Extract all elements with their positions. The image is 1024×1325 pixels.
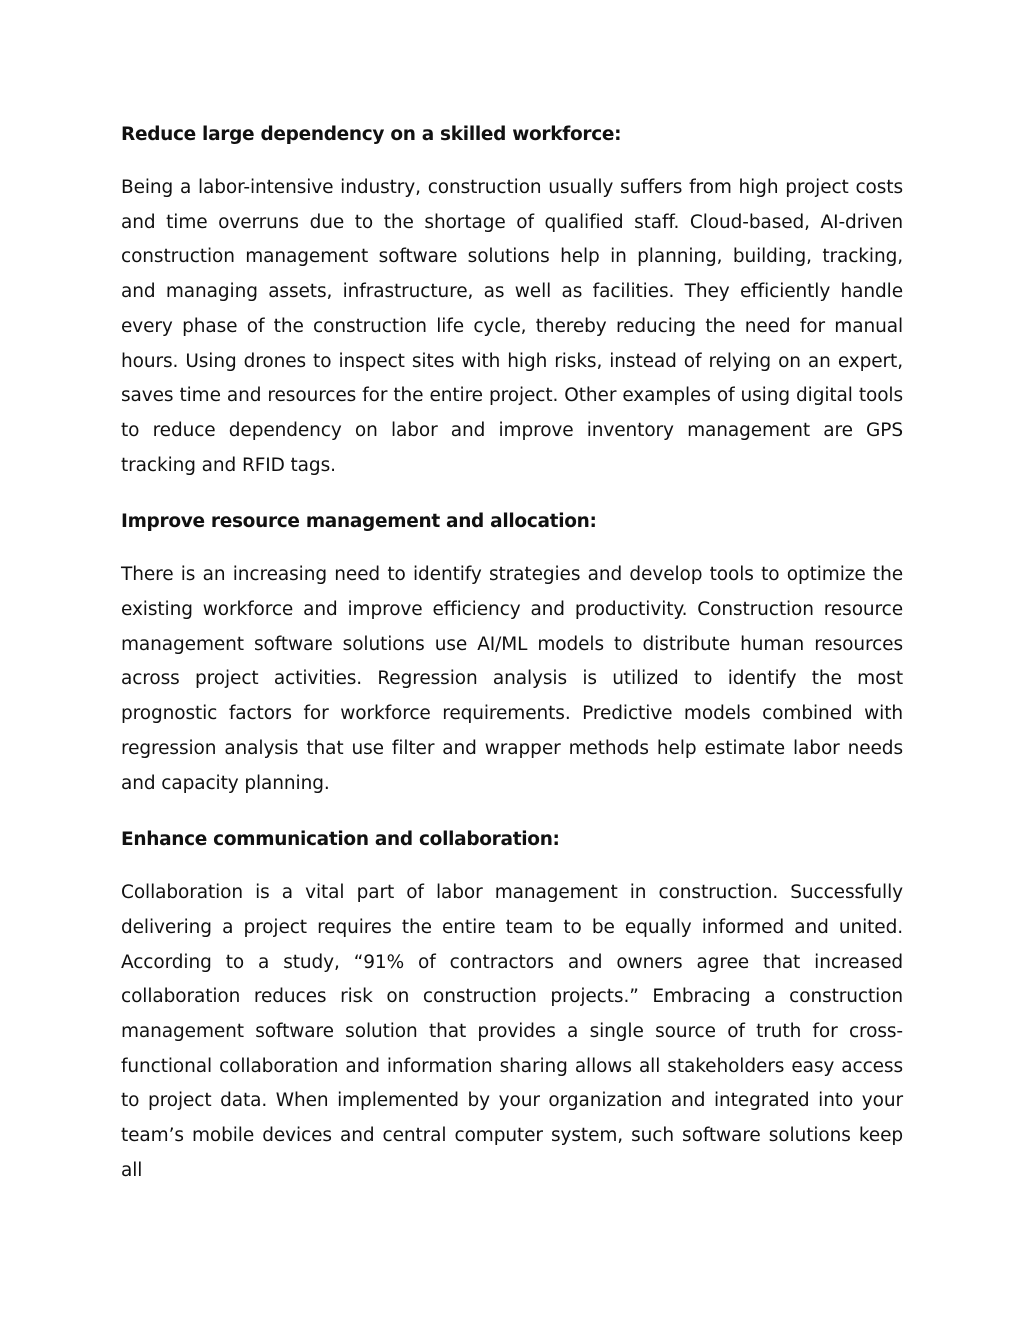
paragraph-collaboration: Collaboration is a vital part of labor management in construction. Successfully delivering a project requires the entire team to be equally informed and united. According to a study, “91% of contractors and owners agree that increased collaboration reduces risk on construction projects.” Embracing a construction management software solution that provides a single source of truth for cross-functional collaboration and information sharing allows all stakeholders easy access to project data. When implemented by your organization and integrated into your team’s mobile devices and central computer system, such software solutions keep all [121, 882, 903, 1181]
section-heading-workforce: Reduce large dependency on a skilled workforce: [121, 124, 622, 145]
paragraph-workforce: Being a labor-intensive industry, construction usually suffers from high project costs and time overruns due to the shortage of qualified staff. Cloud-based, AI-driven construction management software solutions help in planning, building, tracking, and managing assets, infrastructure, as well as facilities. They efficiently handle every phase of the construction life cycle, thereby reducing the need for manual hours. Using drones to inspect sites with high risks, instead of relying on an expert, saves time and resources for the entire project. Other examples of using digital tools to reduce dependency on labor and improve inventory management are GPS tracking and RFID tags. [121, 177, 903, 476]
document-page [121, 118, 903, 1189]
paragraph-resource-management: There is an increasing need to identify strategies and develop tools to optimize the existing workforce and improve efficiency and productivity. Construction resource management software solutions use AI/ML models to distribute human resources across project activities. Regression analysis is utilized to identify the most prognostic factors for workforce requirements. Predictive models combined with regression analysis that use filter and wrapper methods help estimate labor needs and capacity planning. [121, 564, 903, 794]
section-heading-resource-management: Improve resource management and allocation: [121, 511, 597, 533]
section-heading-collaboration: Enhance communication and collaboration: [121, 829, 560, 851]
